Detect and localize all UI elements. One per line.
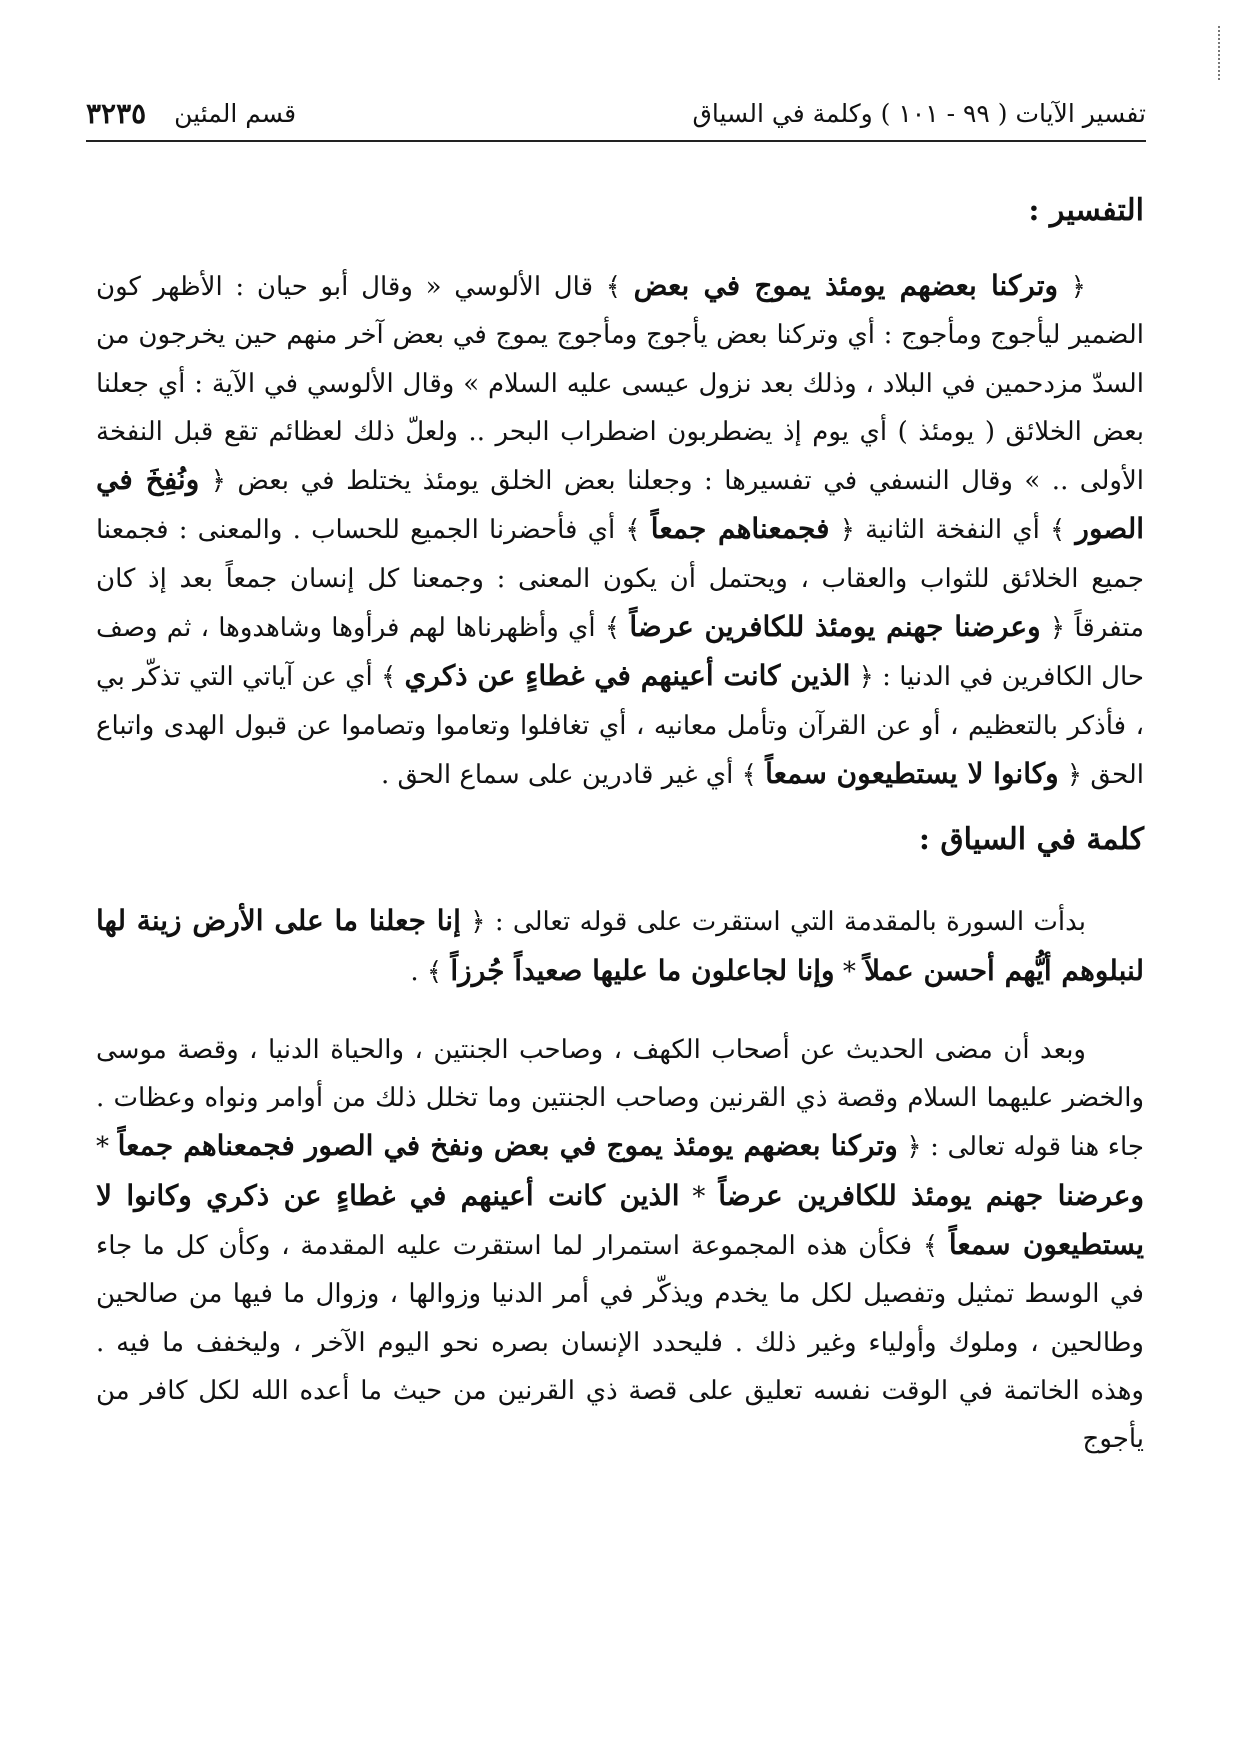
header-rule	[86, 140, 1146, 142]
page-number: ٣٢٣٥	[86, 96, 147, 130]
quran-verse: وعرضنا جهنم يومئذ للكافرين عرضاً	[629, 610, 1041, 644]
quran-verse: وعرضنا جهنم يومئذ للكافرين عرضاً	[718, 1178, 1145, 1212]
context-paragraph-one	[96, 897, 1144, 996]
tafsir-text-part: ﴿	[1058, 272, 1086, 302]
context-heading: كلمة في السياق :	[918, 822, 1144, 858]
section-name: قسم المئين	[174, 98, 297, 128]
page-body	[96, 184, 1144, 1464]
tafsir-text-part: ﴾ أي وأظهرناها لهم فرأوها وشاهدوها ، ثم وصف حال الكافرين في الدنيا : ﴿	[96, 613, 1145, 693]
tafsir-text-part: ﴾ أي النفخة الثانية ﴿	[829, 515, 1076, 546]
verse-separator: *	[96, 1132, 118, 1163]
verse-separator: *	[834, 956, 865, 987]
quran-verse: وإنا لجاعلون ما عليها صعيداً جُرزاً	[450, 953, 835, 987]
tafsir-paragraph	[96, 262, 1144, 799]
quran-verse: وكانوا لا يستطيعون سمعاً	[765, 756, 1059, 790]
context-paragraph-two	[96, 1026, 1144, 1464]
quran-verse: الذين كانت أعينهم في غطاءٍ عن ذكري وكانوا لا يستطيعون سمعاً	[96, 1178, 1145, 1262]
context-text-part: ﴾ .	[410, 956, 451, 987]
page-info	[86, 97, 296, 130]
page-header	[86, 92, 1146, 134]
paragraph-gap	[96, 996, 1144, 1026]
context-text-part: بدأت السورة بالمقدمة التي استقرت على قوله تعالى : ﴿	[460, 907, 1086, 938]
context-text-part: وبعد أن مضى الحديث عن أصحاب الكهف ، وصاحب الجنتين ، والحياة الدنيا ، وقصة موسى والخضر عليهما السلام وقصة ذي القرنين وصاحب الجنتين وما تخلل ذلك من أوامر ونواه وعظات . جاء هنا قوله تعالى : ﴿	[96, 1034, 1144, 1163]
context-text-part: ﴾ فكأن هذه المجموعة استمرار لما استقرت عليه المقدمة ، وكأن كل ما جاء في الوسط تمثيل وتفصيل لكل ما يخدم ويذكّر في أمر الدنيا وزوالها ، وزوال ما فيها من صالحين وطالحين ، وملوك وأولياء وغير ذلك . فليحدد الإنسان بصره نحو اليوم الآخر ، وليخفف ما فيه . وهذه الخاتمة في الوقت نفسه تعليق على قصة ذي القرنين من حيث ما أعده الله لكل كافر من يأجوج	[96, 1231, 1144, 1455]
tafsir-text-part: ﴾ أي غير قادرين على سماع الحق .	[380, 759, 766, 790]
quran-verse: الذين كانت أعينهم في غطاءٍ عن ذكري	[404, 659, 851, 693]
scan-edge-mark	[1216, 26, 1220, 80]
verse-separator: *	[679, 1181, 719, 1212]
chapter-title: تفسير الآيات ( ٩٩ - ١٠١ ) وكلمة في السياق	[692, 98, 1146, 128]
tafsir-heading: التفسير :	[1028, 193, 1144, 228]
quran-verse: وتركنا بعضهم يومئذ يموج في بعض ونفخ في الصور فجمعناهم جمعاً	[117, 1129, 898, 1163]
tafsir-text-part: ﴾ أي عن آياتي التي تذكّر بي ، فأذكر بالتعظيم ، أو عن القرآن وتأمل معانيه ، أي تغافلوا وتعاموا وتصاموا عن قبول الهدى واتباع الحق ﴿	[96, 662, 1144, 790]
quran-verse: وتركنا بعضهم يومئذ يموج في بعض	[633, 269, 1059, 302]
quran-verse: إنا جعلنا ما على الأرض زينة لها لنبلوهم أيُّهم أحسن عملاً	[96, 904, 1144, 987]
paragraph-gap	[96, 867, 1144, 897]
tafsir-text-part: ﴾ أي فأحضرنا الجميع للحساب . والمعنى : فجمعنا جميع الخلائق للثواب والعقاب ، ويحتمل أن يكون المعنى : وجمعنا كل إنسان جمعاً بعد إذ كان متفرقاً ﴿	[96, 515, 1145, 644]
quran-verse: ونُفِخَ في الصور	[96, 463, 1144, 546]
tafsir-text-part: ﴾ قال الألوسي « وقال أبو حيان : الأظهر كون الضمير ليأجوج ومأجوج : أي وتركنا بعض يأجوج ومأجوج يموج في بعض آخر منهم حين يخرجون من السدّ مزدحمين في البلاد ، وذلك بعد نزول عيسى عليه السلام » وقال الألوسي في الآية : أي جعلنا بعض الخلائق ( يومئذ ) أي يوم إذ يضطربون اضطراب البحر .. ولعلّ ذلك لعظائم تقع قبل النفخة الأولى .. » وقال النسفي في تفسيرها : وجعلنا بعض الخلق يومئذ يختلط في بعض ﴿	[96, 272, 1145, 497]
quran-verse: فجمعناهم جمعاً	[650, 512, 830, 546]
